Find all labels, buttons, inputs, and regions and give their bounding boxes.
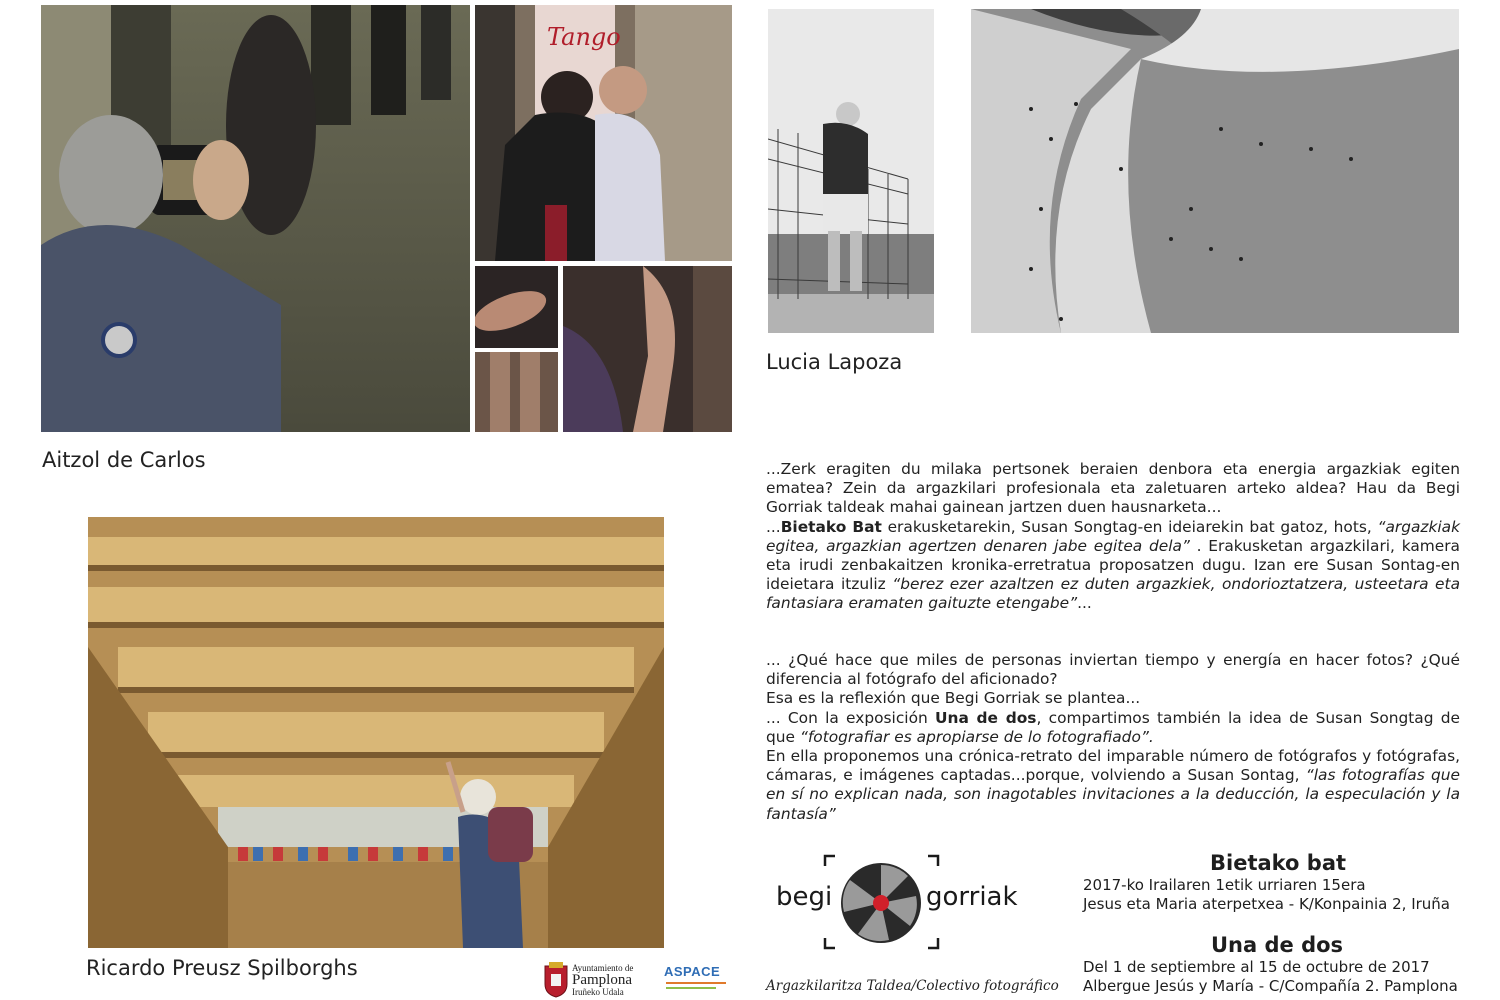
spanish-text-block xyxy=(766,651,1460,824)
photo-photographer xyxy=(41,5,470,432)
event-2-dates: Del 1 de septiembre al 15 de octubre de 2017 xyxy=(1083,958,1430,976)
photo-tango-legs xyxy=(475,352,558,432)
logo-subtitle: Argazkilaritza Taldea/Colectivo fotográfico xyxy=(766,978,1059,994)
caption-aitzol: Aitzol de Carlos xyxy=(42,448,206,472)
event-1-title: Bietako bat xyxy=(1210,851,1347,875)
begi-gorriak-logo xyxy=(770,852,1050,952)
caption-ricardo: Ricardo Preusz Spilborghs xyxy=(86,956,358,980)
una-de-dos-bold: Una de dos xyxy=(934,708,1037,727)
ayuntamiento-line1: Ayuntamiento de xyxy=(572,963,634,973)
spanish-paragraph-2: Esa es la reflexión que Begi Gorriak se plantea... xyxy=(766,689,1141,708)
basque-paragraph-2: ...Bietako Bat erakusketarekin, Susan Songtag-en ideiarekin bat gatoz, hots, “argazkiak egitea, argazkian agertzen denaren jabe egitea dela” . Erakusketan argazkilari, kamera eta irudi zenbakaitzen kronika-erretratua proposatzen dugu. Izan ere Susan Sontag-en ideietara itzuliz “berez ezer azaltzen ez duten argazkiek, ondorioztatzera, usteetara eta fantasiara eramaten gaituzte etengabe”... xyxy=(766,517,1461,613)
tango-sign-text: Tango xyxy=(547,23,621,51)
photo-tango-hands xyxy=(475,266,558,348)
aspace-logo xyxy=(664,964,734,998)
basque-paragraph-1: ...Zerk eragiten du milaka pertsonek beraien denbora eta energia argazkiak egiten ematea? Zein da argazkilari profesionala eta zaletuaren arteko aldea? Hau da Begi Gorriak taldeak mahai gainean jartzen duen hausnarketa... xyxy=(766,460,1460,517)
ayuntamiento-logo xyxy=(543,962,648,1000)
basque-text-block xyxy=(766,460,1460,614)
caption-lucia: Lucia Lapoza xyxy=(766,350,903,374)
event-2-title: Una de dos xyxy=(1211,933,1344,957)
spanish-paragraph-1: ... ¿Qué hace que miles de personas inviertan tiempo y energía en hacer fotos? ¿Qué diferencia al fotógrafo del aficionado? xyxy=(766,651,1460,689)
spanish-paragraph-3: ... Con la exposición Una de dos, compartimos también la idea de Susan Songtag de que “fotografiar es apropiarse de lo fotografiado”. xyxy=(766,708,1460,746)
bietako-bat-bold: Bietako Bat xyxy=(780,517,882,536)
photo-man-at-fence xyxy=(768,9,934,333)
aperture-icon xyxy=(841,863,921,943)
event-1-dates: 2017-ko Irailaren 1etik urriaren 15era xyxy=(1083,876,1366,894)
ayuntamiento-line3: Iruñeko Udala xyxy=(572,987,624,997)
photo-beach xyxy=(971,9,1459,333)
spanish-paragraph-4: En ella proponemos una crónica-retrato del imparable número de fotógrafos y fotógrafas, cámaras, e imágenes captadas...porque, volviendo a Susan Sontag, “las fotografías que en sí no explican nada, son inagotables invitaciones a la deducción, la especulación y la fantasía” xyxy=(766,747,1460,823)
event-1-venue: Jesus eta Maria aterpetxea - K/Konpainia 2, Iruña xyxy=(1083,895,1450,913)
photo-pilgrim-ceiling xyxy=(88,517,664,948)
photo-tango-arm xyxy=(563,266,732,432)
logo-word-begi: begi xyxy=(776,882,833,912)
logo-word-gorriak: gorriak xyxy=(926,882,1018,912)
ayuntamiento-line2: Pamplona xyxy=(572,972,632,988)
aspace-text: ASPACE xyxy=(664,964,721,979)
event-2-venue: Albergue Jesús y María - C/Compañía 2. Pamplona xyxy=(1083,977,1458,995)
photo-tango-couple xyxy=(475,5,732,261)
pamplona-shield-icon xyxy=(543,962,569,998)
